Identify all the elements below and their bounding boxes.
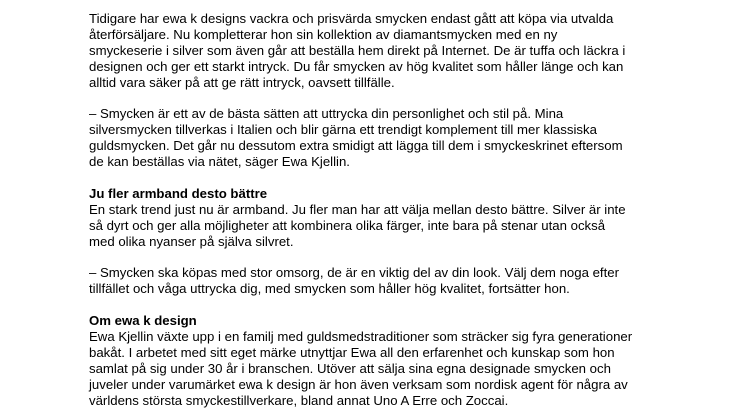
text-line: de kan beställas via nätet, säger Ewa Kjellin.	[89, 154, 350, 170]
text-line: alltid vara säker på att ge rätt intryck, oavsett tillfälle.	[89, 74, 395, 90]
quote-paragraph	[89, 265, 699, 297]
text-line: återförsäljare. Nu kompletterar hon sin kollektion av diamantsmycken med en ny	[89, 26, 558, 42]
paragraph-spacer	[89, 250, 699, 266]
text-line: smyckeserie i silver som även går att beställa hem direkt på Internet. De är tuffa och läckra i	[89, 42, 626, 58]
text-line: guldsmycken. Det går nu dessutom extra smidigt att lägga till dem i smyckeskrinet eftersom	[89, 138, 623, 154]
quote-paragraph	[89, 106, 699, 170]
paragraph-spacer	[89, 297, 699, 313]
text-line: så dyrt och ger alla möjligheter att kombinera olika färger, inte bara på stenar utan också	[89, 217, 606, 233]
text-line: juveler under varumärket ewa k design är hon även verksam som nordisk agent för några av	[89, 376, 628, 392]
text-line: – Smycken ska köpas med stor omsorg, de är en viktig del av din look. Välj dem noga efter	[89, 265, 619, 281]
armband-section	[89, 186, 699, 250]
text-line: samlat på sig under 30 år i branschen. Utöver att sälja sina egna designade smycken och	[89, 360, 611, 376]
text-line: bakåt. I arbetet med sitt eget märke utnyttjar Ewa all den erfarenhet och kunskap som hon	[89, 344, 615, 360]
section-heading: Om ewa k design	[89, 313, 197, 329]
text-line: med olika nyanser på själva silvret.	[89, 233, 294, 249]
text-line: världens största smyckestillverkare, bland annat Uno A Erre och Zoccai.	[89, 392, 509, 408]
about-section	[89, 313, 699, 408]
text-line: silversmycken tillverkas i Italien och blir gärna ett trendigt komplement till mer klassiska	[89, 122, 597, 138]
text-line: En stark trend just nu är armband. Ju fler man har att välja mellan desto bättre. Silver är inte	[89, 201, 626, 217]
paragraph-spacer	[89, 91, 699, 107]
text-line: designen och ger ett starkt intryck. Du får smycken av hög kvalitet som håller länge och kan	[89, 58, 624, 74]
document-page	[89, 11, 699, 409]
text-line: – Smycken är ett av de bästa sätten att uttrycka din personlighet och stil på. Mina	[89, 106, 564, 122]
section-heading: Ju fler armband desto bättre	[89, 185, 268, 201]
paragraph-spacer	[89, 170, 699, 186]
text-line: Tidigare har ewa k designs vackra och prisvärda smycken endast gått att köpa via utvalda	[89, 11, 614, 26]
intro-paragraph	[89, 11, 699, 91]
text-line: Ewa Kjellin växte upp i en familj med guldsmedstraditioner som sträcker sig fyra generationer	[89, 329, 633, 345]
text-line: tillfället och våga uttrycka dig, med smycken som håller hög kvalitet, fortsätter hon.	[89, 281, 570, 297]
